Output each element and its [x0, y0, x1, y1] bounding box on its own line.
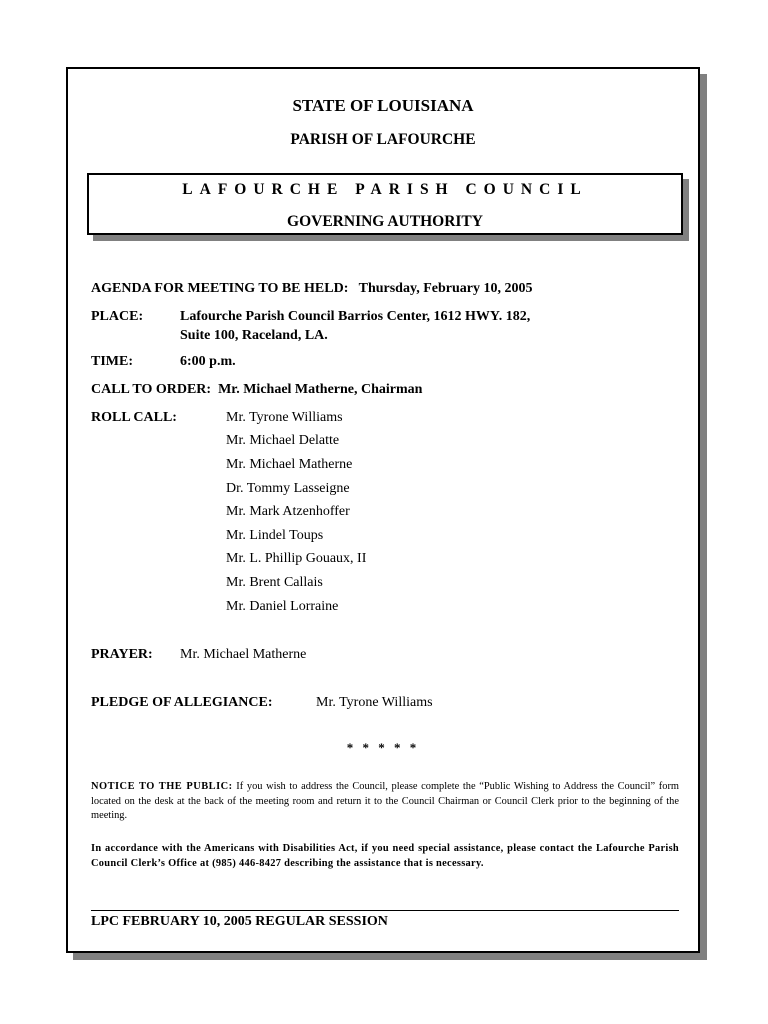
state-heading: STATE OF LOUISIANA — [292, 96, 474, 115]
roll-call-member: Mr. L. Phillip Gouaux, II — [226, 551, 367, 566]
time-label: TIME: — [91, 354, 133, 369]
roll-call-member: Mr. Lindel Toups — [226, 528, 324, 543]
section-separator: * * * * * — [346, 740, 420, 755]
agenda-page — [66, 67, 700, 953]
governing-authority: GOVERNING AUTHORITY — [287, 213, 483, 230]
place-line-2: Suite 100, Raceland, LA. — [180, 328, 328, 343]
call-value: Mr. Michael Matherne, Chairman — [218, 382, 423, 397]
prayer-value: Mr. Michael Matherne — [180, 647, 307, 662]
pledge-value: Mr. Tyrone Williams — [316, 695, 433, 710]
public-notice-label: NOTICE TO THE PUBLIC: — [91, 781, 233, 792]
council-name: LAFOURCHE PARISH COUNCIL — [182, 181, 588, 198]
roll-call-member: Mr. Tyrone Williams — [226, 410, 343, 425]
meeting-line — [91, 281, 532, 297]
roll-call-member: Mr. Michael Matherne — [226, 457, 353, 472]
roll-call-member: Mr. Brent Callais — [226, 575, 323, 590]
roll-call-member: Mr. Michael Delatte — [226, 433, 340, 448]
meeting-label: AGENDA FOR MEETING TO BE HELD: — [91, 281, 349, 296]
parish-heading: PARISH OF LAFOURCHE — [290, 131, 476, 148]
ada-notice: In accordance with the Americans with Disabilities Act, if you need special assistance, please contact the Lafourche Parish Council Clerk’s Office at (985) 446-8427 describing the assistance that is necessary. — [91, 843, 679, 869]
roll-call-member: Mr. Daniel Lorraine — [226, 599, 339, 614]
council-title-box — [87, 173, 683, 235]
public-notice — [91, 780, 679, 824]
roll-call-label: ROLL CALL: — [91, 410, 177, 425]
time-value: 6:00 p.m. — [180, 354, 236, 369]
roll-call-member: Dr. Tommy Lasseigne — [226, 481, 350, 496]
prayer-label: PRAYER: — [91, 647, 153, 662]
meeting-date: Thursday, February 10, 2005 — [358, 281, 533, 296]
call-to-order — [91, 382, 422, 398]
public-notice-text: If you wish to address the Council, please complete the “Public Wishing to Address the Council” form located on the desk at the back of the meeting room and return it to the Council Chairman or Council Clerk prior to the beginning of the meeting. — [91, 781, 679, 821]
session-footer: LPC FEBRUARY 10, 2005 REGULAR SESSION — [91, 914, 388, 929]
pledge-label: PLEDGE OF ALLEGIANCE: — [91, 695, 273, 710]
roll-call-member: Mr. Mark Atzenhoffer — [226, 504, 350, 519]
call-label: CALL TO ORDER: — [91, 382, 212, 397]
footer-divider — [91, 910, 679, 911]
place-line-1: Lafourche Parish Council Barrios Center, 1612 HWY. 182, — [180, 309, 531, 324]
place-label: PLACE: — [91, 309, 144, 324]
